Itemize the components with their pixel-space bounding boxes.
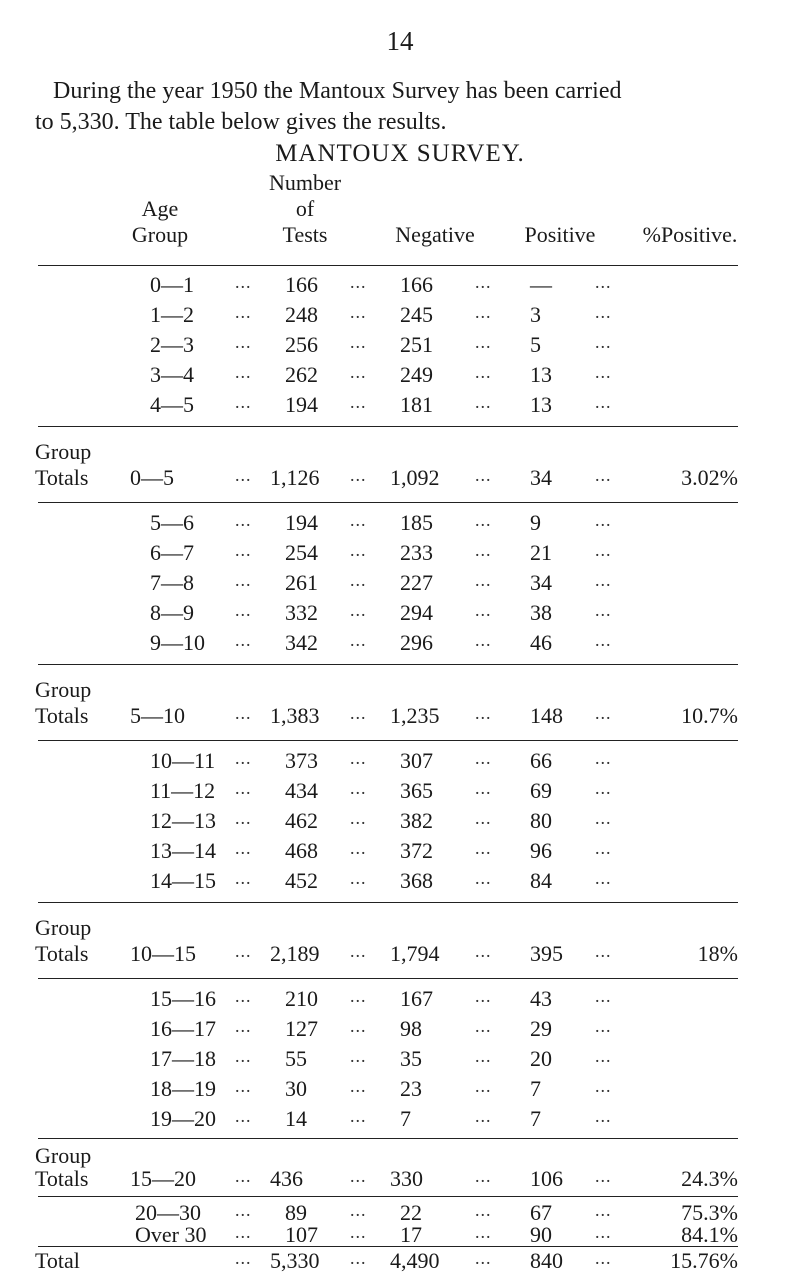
group-label: Group — [35, 677, 92, 702]
leader-dots: ... — [350, 332, 367, 352]
positive-cell: 395 — [530, 941, 563, 966]
tests-cell: 55 — [285, 1046, 307, 1071]
leader-dots: ... — [350, 1076, 367, 1096]
negative-cell: 181 — [400, 392, 433, 417]
table-row — [0, 392, 800, 422]
age-cell: 19—20 — [150, 1106, 216, 1131]
table-row — [0, 302, 800, 332]
leader-dots: ... — [595, 1076, 612, 1096]
table-row — [0, 630, 800, 660]
leader-dots: ... — [235, 332, 252, 352]
group-total-row — [0, 703, 800, 733]
age-cell: 15—20 — [130, 1166, 196, 1191]
group-rule — [38, 664, 738, 665]
tests-cell: 452 — [285, 868, 318, 893]
age-cell: 20—30 — [135, 1200, 201, 1225]
header-age-line2: Group — [131, 222, 189, 247]
leader-dots: ... — [475, 1016, 492, 1036]
leader-dots: ... — [235, 748, 252, 768]
totals-label: Totals — [35, 1166, 89, 1191]
leader-dots: ... — [235, 302, 252, 322]
age-cell: 6—7 — [150, 540, 194, 565]
age-cell: 10—11 — [150, 748, 216, 773]
leader-dots: ... — [235, 1200, 252, 1220]
leader-dots: ... — [475, 302, 492, 322]
leader-dots: ... — [235, 1046, 252, 1066]
tests-cell: 256 — [285, 332, 318, 357]
leader-dots: ... — [475, 748, 492, 768]
negative-cell: 17 — [400, 1222, 422, 1247]
positive-cell: — — [530, 272, 552, 297]
positive-cell: 7 — [530, 1076, 541, 1101]
header-age-line1: Age — [141, 196, 179, 221]
negative-cell: 1,794 — [390, 941, 440, 966]
header-tests — [250, 170, 360, 248]
leader-dots: ... — [595, 941, 612, 961]
leader-dots: ... — [350, 838, 367, 858]
leader-dots: ... — [475, 392, 492, 412]
percent-cell: 18% — [697, 941, 738, 966]
leader-dots: ... — [475, 510, 492, 530]
group-total-row — [0, 1166, 800, 1196]
leader-dots: ... — [350, 1248, 367, 1268]
totals-label: Totals — [35, 465, 89, 490]
leader-dots: ... — [235, 570, 252, 590]
negative-cell: 368 — [400, 868, 433, 893]
positive-cell: 66 — [530, 748, 552, 773]
leader-dots: ... — [595, 838, 612, 858]
positive-cell: 21 — [530, 540, 552, 565]
group-rule — [38, 740, 738, 741]
leader-dots: ... — [595, 778, 612, 798]
leader-dots: ... — [475, 1076, 492, 1096]
leader-dots: ... — [235, 868, 252, 888]
age-cell: 9—10 — [150, 630, 205, 655]
group-rule — [38, 1246, 738, 1247]
positive-cell: 29 — [530, 1016, 552, 1041]
negative-cell: 245 — [400, 302, 433, 327]
group-total-row — [0, 941, 800, 971]
table-row — [0, 868, 800, 898]
negative-cell: 4,490 — [390, 1248, 440, 1273]
leader-dots: ... — [595, 392, 612, 412]
positive-cell: 43 — [530, 986, 552, 1011]
negative-cell: 307 — [400, 748, 433, 773]
age-cell: 15—16 — [150, 986, 216, 1011]
page-number: 14 — [386, 26, 414, 56]
leader-dots: ... — [350, 808, 367, 828]
age-cell: 4—5 — [150, 392, 194, 417]
totals-label: Totals — [35, 703, 89, 728]
table-row — [0, 808, 800, 838]
leader-dots: ... — [475, 808, 492, 828]
leader-dots: ... — [350, 510, 367, 530]
intro-line-2: to 5,330. The table below gives the results. — [35, 109, 447, 135]
positive-cell: 5 — [530, 332, 541, 357]
positive-cell: 3 — [530, 302, 541, 327]
age-cell: 8—9 — [150, 600, 194, 625]
leader-dots: ... — [235, 465, 252, 485]
negative-cell: 167 — [400, 986, 433, 1011]
leader-dots: ... — [595, 570, 612, 590]
percent-cell: 75.3% — [681, 1200, 738, 1225]
leader-dots: ... — [595, 540, 612, 560]
table-row — [0, 540, 800, 570]
tests-cell: 194 — [285, 510, 318, 535]
header-tests-line2: of — [295, 196, 315, 221]
negative-cell: 1,235 — [390, 703, 440, 728]
age-cell: 1—2 — [150, 302, 194, 327]
leader-dots: ... — [350, 272, 367, 292]
tests-cell: 194 — [285, 392, 318, 417]
total-label: Total — [35, 1248, 80, 1273]
grand-total-row — [0, 1248, 800, 1276]
table-row — [0, 1106, 800, 1136]
leader-dots: ... — [475, 570, 492, 590]
leader-dots: ... — [475, 838, 492, 858]
table-row — [0, 510, 800, 540]
leader-dots: ... — [350, 392, 367, 412]
leader-dots: ... — [235, 1222, 252, 1242]
leader-dots: ... — [595, 748, 612, 768]
positive-cell: 13 — [530, 392, 552, 417]
table-row — [0, 1076, 800, 1106]
leader-dots: ... — [235, 808, 252, 828]
leader-dots: ... — [350, 302, 367, 322]
percent-cell: 3.02% — [681, 465, 738, 490]
positive-cell: 34 — [530, 465, 552, 490]
intro-paragraph — [35, 76, 755, 138]
leader-dots: ... — [595, 332, 612, 352]
totals-label: Totals — [35, 941, 89, 966]
table-row — [0, 986, 800, 1016]
age-cell: 12—13 — [150, 808, 216, 833]
negative-cell: 1,092 — [390, 465, 440, 490]
positive-cell: 90 — [530, 1222, 552, 1247]
leader-dots: ... — [235, 362, 252, 382]
negative-cell: 98 — [400, 1016, 422, 1041]
leader-dots: ... — [350, 868, 367, 888]
positive-cell: 38 — [530, 600, 552, 625]
age-cell: 10—15 — [130, 941, 196, 966]
leader-dots: ... — [235, 272, 252, 292]
tests-cell: 332 — [285, 600, 318, 625]
leader-dots: ... — [235, 986, 252, 1006]
tests-cell: 373 — [285, 748, 318, 773]
age-cell: 0—5 — [130, 465, 174, 490]
tests-cell: 166 — [285, 272, 318, 297]
tests-cell: 248 — [285, 302, 318, 327]
leader-dots: ... — [235, 600, 252, 620]
tests-cell: 262 — [285, 362, 318, 387]
leader-dots: ... — [350, 778, 367, 798]
leader-dots: ... — [350, 1016, 367, 1036]
leader-dots: ... — [475, 600, 492, 620]
age-cell: 13—14 — [150, 838, 216, 863]
negative-cell: 233 — [400, 540, 433, 565]
leader-dots: ... — [350, 1200, 367, 1220]
leader-dots: ... — [595, 465, 612, 485]
leader-dots: ... — [235, 778, 252, 798]
leader-dots: ... — [350, 1166, 367, 1186]
tests-cell: 5,330 — [270, 1248, 320, 1273]
positive-cell: 13 — [530, 362, 552, 387]
tests-cell: 261 — [285, 570, 318, 595]
leader-dots: ... — [595, 1016, 612, 1036]
positive-cell: 7 — [530, 1106, 541, 1131]
group-total-row — [0, 465, 800, 495]
leader-dots: ... — [350, 540, 367, 560]
leader-dots: ... — [235, 510, 252, 530]
negative-cell: 372 — [400, 838, 433, 863]
positive-cell: 20 — [530, 1046, 552, 1071]
leader-dots: ... — [595, 703, 612, 723]
leader-dots: ... — [350, 630, 367, 650]
header-positive: Positive — [524, 222, 596, 247]
tests-cell: 2,189 — [270, 941, 320, 966]
group-label: Group — [35, 439, 92, 464]
negative-cell: 35 — [400, 1046, 422, 1071]
leader-dots: ... — [475, 1106, 492, 1126]
leader-dots: ... — [235, 392, 252, 412]
leader-dots: ... — [595, 630, 612, 650]
leader-dots: ... — [475, 1046, 492, 1066]
leader-dots: ... — [595, 302, 612, 322]
positive-cell: 96 — [530, 838, 552, 863]
age-cell: 14—15 — [150, 868, 216, 893]
leader-dots: ... — [595, 1222, 612, 1242]
negative-cell: 294 — [400, 600, 433, 625]
percent-cell: 24.3% — [681, 1166, 738, 1191]
leader-dots: ... — [475, 1222, 492, 1242]
negative-cell: 365 — [400, 778, 433, 803]
group-rule — [38, 502, 738, 503]
leader-dots: ... — [475, 1200, 492, 1220]
age-cell: 5—6 — [150, 510, 194, 535]
table-row — [0, 778, 800, 808]
leader-dots: ... — [235, 1016, 252, 1036]
group-rule — [38, 1196, 738, 1197]
header-negative: Negative — [395, 222, 475, 247]
leader-dots: ... — [235, 1076, 252, 1096]
leader-dots: ... — [235, 1106, 252, 1126]
leader-dots: ... — [235, 1166, 252, 1186]
negative-cell: 330 — [390, 1166, 423, 1191]
leader-dots: ... — [595, 1046, 612, 1066]
positive-cell: 9 — [530, 510, 541, 535]
leader-dots: ... — [350, 465, 367, 485]
table-row — [0, 748, 800, 778]
leader-dots: ... — [235, 1248, 252, 1268]
table-row — [0, 600, 800, 630]
leader-dots: ... — [475, 362, 492, 382]
group-rule — [38, 426, 738, 427]
tests-cell: 1,383 — [270, 703, 320, 728]
table-row — [0, 838, 800, 868]
percent-cell: 15.76% — [670, 1248, 738, 1273]
tests-cell: 462 — [285, 808, 318, 833]
negative-cell: 382 — [400, 808, 433, 833]
leader-dots: ... — [595, 868, 612, 888]
positive-cell: 80 — [530, 808, 552, 833]
tests-cell: 434 — [285, 778, 318, 803]
leader-dots: ... — [350, 941, 367, 961]
leader-dots: ... — [350, 986, 367, 1006]
group-rule — [38, 978, 738, 979]
age-cell: 2—3 — [150, 332, 194, 357]
header-percent-positive: %Positive. — [642, 222, 738, 247]
leader-dots: ... — [350, 362, 367, 382]
group-rule — [38, 902, 738, 903]
group-rule — [38, 1138, 738, 1139]
group-label: Group — [35, 1143, 92, 1168]
percent-cell: 84.1% — [681, 1222, 738, 1247]
leader-dots: ... — [475, 1166, 492, 1186]
positive-cell: 840 — [530, 1248, 563, 1273]
leader-dots: ... — [235, 941, 252, 961]
negative-cell: 185 — [400, 510, 433, 535]
negative-cell: 22 — [400, 1200, 422, 1225]
age-cell: 3—4 — [150, 362, 194, 387]
leader-dots: ... — [350, 1046, 367, 1066]
positive-cell: 84 — [530, 868, 552, 893]
header-tests-line1: Number — [268, 170, 342, 195]
leader-dots: ... — [595, 1200, 612, 1220]
table-row — [0, 1016, 800, 1046]
leader-dots: ... — [595, 1166, 612, 1186]
table-row — [0, 570, 800, 600]
tests-cell: 1,126 — [270, 465, 320, 490]
negative-cell: 249 — [400, 362, 433, 387]
leader-dots: ... — [475, 332, 492, 352]
leader-dots: ... — [595, 808, 612, 828]
age-cell: 5—10 — [130, 703, 185, 728]
leader-dots: ... — [475, 703, 492, 723]
tests-cell: 342 — [285, 630, 318, 655]
negative-cell: 227 — [400, 570, 433, 595]
positive-cell: 69 — [530, 778, 552, 803]
leader-dots: ... — [235, 540, 252, 560]
header-tests-line3: Tests — [282, 222, 328, 247]
age-cell: 0—1 — [150, 272, 194, 297]
leader-dots: ... — [475, 540, 492, 560]
age-cell: 7—8 — [150, 570, 194, 595]
positive-cell: 67 — [530, 1200, 552, 1225]
leader-dots: ... — [595, 600, 612, 620]
table-row — [0, 362, 800, 392]
leader-dots: ... — [475, 465, 492, 485]
positive-cell: 106 — [530, 1166, 563, 1191]
leader-dots: ... — [350, 703, 367, 723]
leader-dots: ... — [595, 272, 612, 292]
leader-dots: ... — [350, 748, 367, 768]
positive-cell: 46 — [530, 630, 552, 655]
leader-dots: ... — [350, 570, 367, 590]
age-cell: Over 30 — [135, 1222, 207, 1247]
percent-cell: 10.7% — [681, 703, 738, 728]
leader-dots: ... — [595, 1248, 612, 1268]
leader-dots: ... — [235, 703, 252, 723]
tests-cell: 468 — [285, 838, 318, 863]
leader-dots: ... — [595, 986, 612, 1006]
header-rule — [38, 265, 738, 266]
negative-cell: 23 — [400, 1076, 422, 1101]
tests-cell: 89 — [285, 1200, 307, 1225]
tests-cell: 107 — [285, 1222, 318, 1247]
leader-dots: ... — [595, 1106, 612, 1126]
tests-cell: 210 — [285, 986, 318, 1011]
positive-cell: 148 — [530, 703, 563, 728]
tests-cell: 14 — [285, 1106, 307, 1131]
leader-dots: ... — [475, 272, 492, 292]
leader-dots: ... — [350, 600, 367, 620]
tests-cell: 254 — [285, 540, 318, 565]
positive-cell: 34 — [530, 570, 552, 595]
leader-dots: ... — [475, 778, 492, 798]
group-label: Group — [35, 915, 92, 940]
age-cell: 16—17 — [150, 1016, 216, 1041]
age-cell: 18—19 — [150, 1076, 216, 1101]
leader-dots: ... — [350, 1222, 367, 1242]
negative-cell: 251 — [400, 332, 433, 357]
tests-cell: 30 — [285, 1076, 307, 1101]
table-row — [0, 272, 800, 302]
leader-dots: ... — [475, 630, 492, 650]
leader-dots: ... — [595, 510, 612, 530]
table-title: MANTOUX SURVEY. — [275, 140, 525, 167]
leader-dots: ... — [350, 1106, 367, 1126]
header-age — [120, 196, 200, 248]
tests-cell: 436 — [270, 1166, 303, 1191]
leader-dots: ... — [235, 630, 252, 650]
negative-cell: 296 — [400, 630, 433, 655]
table-row — [0, 332, 800, 362]
intro-line-1: During the year 1950 the Mantoux Survey has been carried — [53, 78, 622, 104]
tests-cell: 127 — [285, 1016, 318, 1041]
leader-dots: ... — [475, 941, 492, 961]
leader-dots: ... — [475, 986, 492, 1006]
negative-cell: 7 — [400, 1106, 411, 1131]
age-cell: 17—18 — [150, 1046, 216, 1071]
age-cell: 11—12 — [150, 778, 216, 803]
leader-dots: ... — [475, 1248, 492, 1268]
negative-cell: 166 — [400, 272, 433, 297]
leader-dots: ... — [475, 868, 492, 888]
table-row — [0, 1046, 800, 1076]
leader-dots: ... — [235, 838, 252, 858]
leader-dots: ... — [595, 362, 612, 382]
